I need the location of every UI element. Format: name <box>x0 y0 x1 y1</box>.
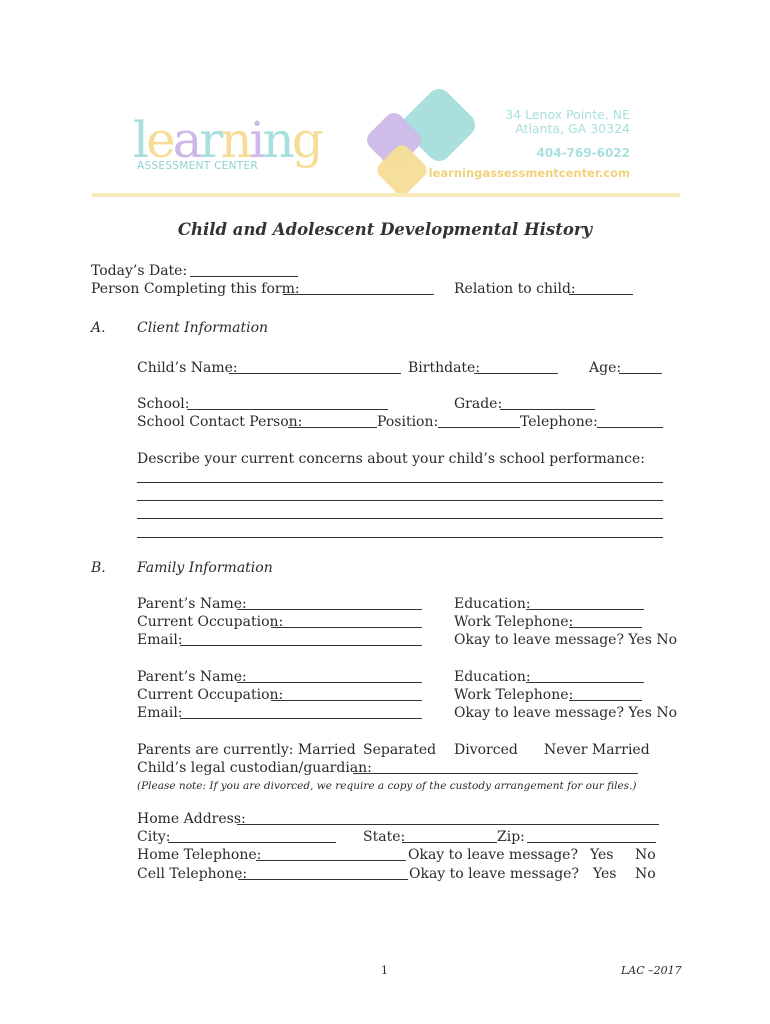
home-no-option[interactable]: No <box>635 847 656 863</box>
parent1-email-field[interactable] <box>180 645 422 646</box>
parent2-occupation-field[interactable] <box>271 700 422 701</box>
grade-field[interactable] <box>500 409 595 410</box>
custody-note: (Please note: If you are divorced, we require a copy of the custody arrangement for our files.) <box>137 780 637 792</box>
footer-code: LAC –2017 <box>621 964 682 977</box>
birthdate-label: Birthdate: <box>408 360 481 376</box>
zip-field[interactable] <box>527 842 656 843</box>
parent1-work-telephone-field[interactable] <box>569 627 642 628</box>
cell-telephone-field[interactable] <box>238 879 408 880</box>
concerns-prompt: Describe your current concerns about your child’s school performance: <box>137 451 646 467</box>
page-title: Child and Adolescent Developmental History <box>177 220 593 239</box>
zip-label: Zip: <box>497 829 525 845</box>
parent2-okay-message: Okay to leave message? Yes No <box>454 705 678 721</box>
section-b-heading: Family Information <box>137 560 273 576</box>
home-address-label: Home Address: <box>137 811 246 827</box>
never-married-option[interactable]: Never Married <box>544 742 650 758</box>
parent1-name-label: Parent’s Name: <box>137 596 247 612</box>
parent1-okay-message: Okay to leave message? Yes No <box>454 632 678 648</box>
logo-subtitle: ASSESSMENT CENTER <box>137 160 259 172</box>
contact-block <box>429 108 630 180</box>
parent2-occupation-label: Current Occupation: <box>137 687 284 703</box>
section-b-letter: B. <box>91 560 106 576</box>
school-contact-label: School Contact Person: <box>137 414 303 430</box>
section-a-heading: Client Information <box>137 320 269 336</box>
school-contact-field[interactable] <box>288 427 377 428</box>
home-address-field[interactable] <box>237 824 659 825</box>
header-divider <box>92 193 680 197</box>
childs-name-field[interactable] <box>229 373 401 374</box>
custodian-field[interactable] <box>353 773 638 774</box>
parent1-education-field[interactable] <box>526 609 644 610</box>
city-label: City: <box>137 829 171 845</box>
home-yes-option[interactable]: Yes <box>590 847 614 863</box>
parent1-work-telephone-label: Work Telephone: <box>454 614 574 630</box>
telephone-field[interactable] <box>597 427 663 428</box>
state-label: State: <box>363 829 406 845</box>
page-number: 1 <box>381 964 388 977</box>
city-field[interactable] <box>168 842 336 843</box>
parent1-name-field[interactable] <box>237 609 422 610</box>
telephone-label: Telephone: <box>520 414 598 430</box>
parents-currently-married-option[interactable]: Parents are currently: Married <box>137 742 356 758</box>
home-telephone-field[interactable] <box>256 860 406 861</box>
todays-date-label: Today’s Date: <box>91 263 188 279</box>
divorced-option[interactable]: Divorced <box>454 742 518 758</box>
parent1-email-label: Email: <box>137 632 183 648</box>
cell-no-option[interactable]: No <box>635 866 656 882</box>
website: learningassessmentcenter.com <box>428 166 630 180</box>
person-completing-field[interactable] <box>283 294 434 295</box>
parent1-education-label: Education: <box>454 596 531 612</box>
home-telephone-label: Home Telephone: <box>137 847 262 863</box>
parent2-work-telephone-label: Work Telephone: <box>454 687 574 703</box>
address-line-2: Atlanta, GA 30324 <box>515 121 630 136</box>
parent2-education-field[interactable] <box>526 682 644 683</box>
age-field[interactable] <box>619 373 662 374</box>
person-completing-label: Person Completing this form: <box>91 281 300 297</box>
parent2-education-label: Education: <box>454 669 531 685</box>
relation-label: Relation to child: <box>454 281 576 297</box>
concerns-line-1[interactable] <box>137 482 663 483</box>
cell-okay-message-label: Okay to leave message? <box>409 866 579 882</box>
parent1-occupation-label: Current Occupation: <box>137 614 284 630</box>
concerns-line-2[interactable] <box>137 500 663 501</box>
concerns-line-3[interactable] <box>137 518 663 519</box>
position-field[interactable] <box>438 427 520 428</box>
parent2-name-label: Parent’s Name: <box>137 669 247 685</box>
concerns-line-4[interactable] <box>137 537 663 538</box>
parent2-email-label: Email: <box>137 705 183 721</box>
age-label: Age: <box>589 360 622 376</box>
cell-telephone-label: Cell Telephone: <box>137 866 248 882</box>
school-field[interactable] <box>187 409 388 410</box>
parent1-occupation-field[interactable] <box>271 627 422 628</box>
separated-option[interactable]: Separated <box>363 742 437 758</box>
cell-yes-option[interactable]: Yes <box>593 866 617 882</box>
relation-field[interactable] <box>569 294 633 295</box>
home-okay-message-label: Okay to leave message? <box>408 847 578 863</box>
parent2-name-field[interactable] <box>237 682 422 683</box>
parent2-work-telephone-field[interactable] <box>569 700 642 701</box>
phone-number: 404-769-6022 <box>536 146 630 160</box>
address-line-1: 34 Lenox Pointe, NE <box>505 107 630 122</box>
school-label: School: <box>137 396 190 412</box>
grade-label: Grade: <box>454 396 503 412</box>
state-field[interactable] <box>402 842 497 843</box>
custodian-label: Child’s legal custodian/guardian: <box>137 760 372 776</box>
section-a-letter: A. <box>91 320 106 336</box>
parent2-email-field[interactable] <box>180 718 422 719</box>
birthdate-field[interactable] <box>474 373 558 374</box>
logo-wordmark: learning <box>133 111 321 169</box>
todays-date-field[interactable] <box>190 276 298 277</box>
childs-name-label: Child’s Name: <box>137 360 238 376</box>
position-label: Position: <box>377 414 439 430</box>
